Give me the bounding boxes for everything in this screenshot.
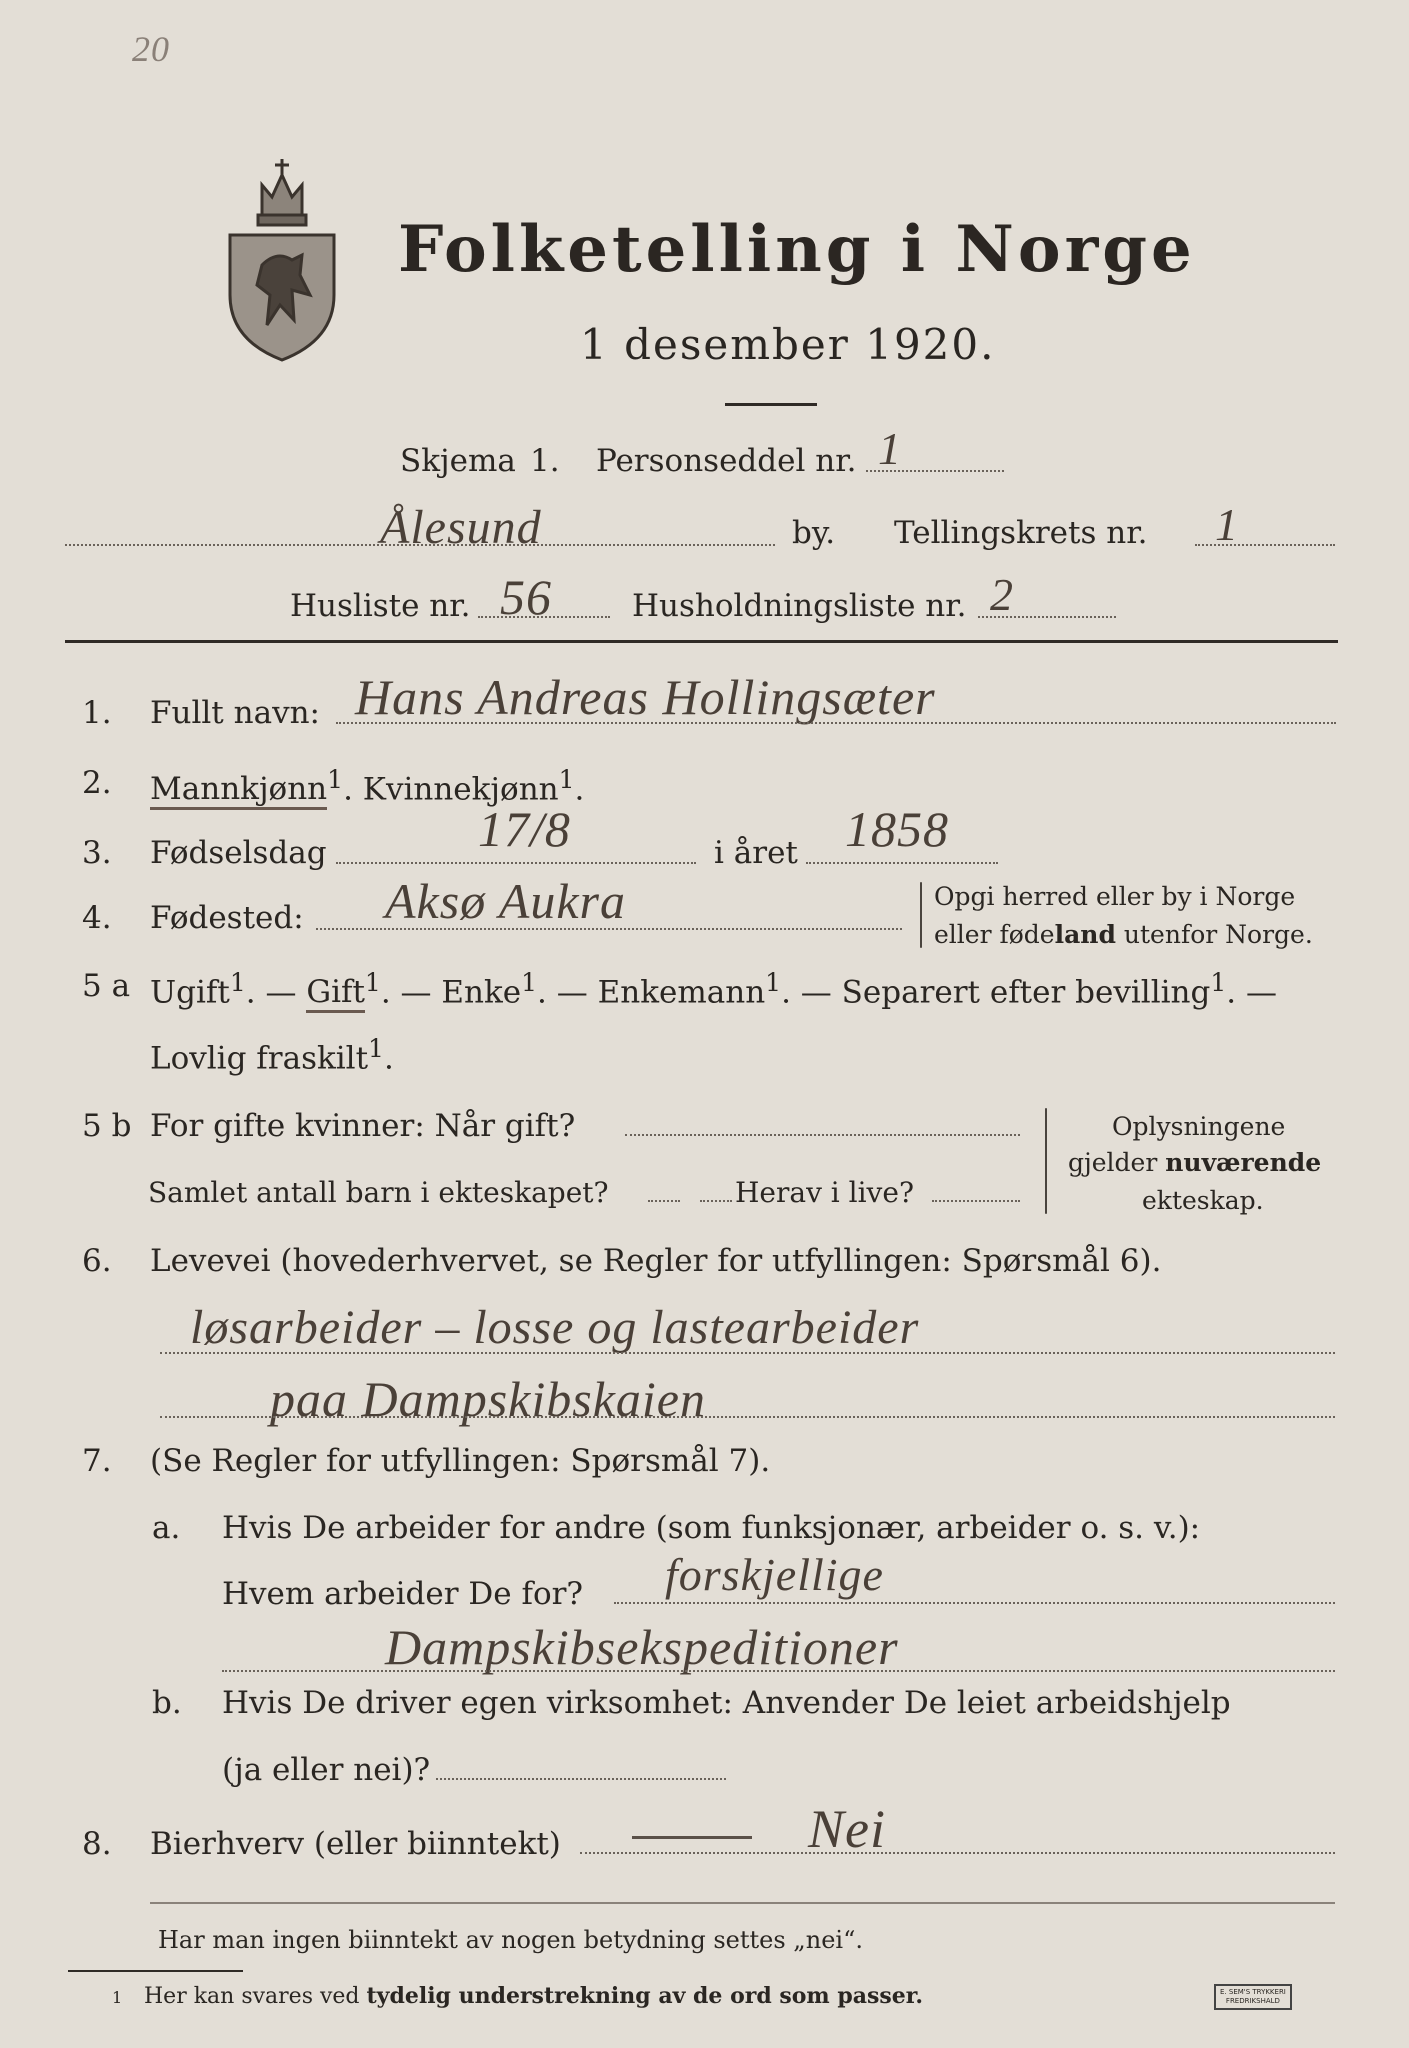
q2-number: 2.: [82, 765, 112, 801]
city-value: Ålesund: [380, 501, 542, 554]
option-ugift[interactable]: Ugift: [150, 974, 230, 1011]
q5b-gap-line: [700, 1200, 732, 1202]
q1-line: [336, 722, 1336, 724]
q4-note-2b: land: [1054, 920, 1116, 949]
separator: .: [574, 771, 585, 808]
footnote-mark: 1: [765, 968, 782, 997]
separator: .: [343, 771, 353, 808]
option-lovlig-fraskilt[interactable]: Lovlig fraskilt: [150, 1040, 369, 1077]
option-gift[interactable]: Gift: [306, 974, 365, 1013]
q3-number: 3.: [82, 835, 112, 871]
option-mannkjonn[interactable]: Mannkjønn: [150, 771, 327, 810]
q7b-line: [436, 1778, 726, 1780]
separator: .: [537, 974, 547, 1011]
footnote-mark: 1: [558, 765, 575, 794]
separator: .: [383, 1040, 394, 1077]
husliste-value: 56: [500, 569, 552, 625]
q5b-note-2a: gjelder: [1068, 1148, 1166, 1177]
q5b-q3: Herav i live?: [735, 1176, 914, 1209]
q4-brace: [920, 882, 922, 948]
separator: .: [1226, 974, 1237, 1011]
q5a-options: [150, 968, 1277, 1010]
separator: —: [400, 974, 432, 1011]
q7b-question: (ja eller nei)?: [222, 1752, 431, 1788]
q6-line-2: [160, 1416, 1335, 1418]
q6-number: 6.: [82, 1243, 112, 1279]
q7a-line-1: [614, 1602, 1335, 1604]
husholdning-value: 2: [990, 569, 1014, 620]
q8-label: Bierhverv (eller biinntekt): [150, 1826, 561, 1862]
personseddel-value: 1: [878, 423, 902, 474]
option-separert[interactable]: Separert efter bevilling: [841, 974, 1211, 1011]
q5b-q2: Samlet antall barn i ekteskapet?: [148, 1176, 609, 1209]
q7a-letter: a.: [152, 1510, 181, 1546]
footer-divider: [150, 1902, 1335, 1904]
tellingskrets-label: Tellingskrets nr.: [894, 515, 1148, 551]
personseddel-line: [866, 470, 1004, 472]
q5b-q3-line: [932, 1200, 1020, 1202]
q6-value-2: paa Dampskibskaien: [270, 1371, 706, 1427]
q8-handwritten-dash: [632, 1836, 752, 1839]
skjema-label: Skjema: [400, 443, 516, 479]
q5b-q2-line: [648, 1200, 680, 1202]
q5b-note-1: Oplysningene: [1112, 1112, 1286, 1141]
page-title: Folketelling i Norge: [398, 212, 1196, 287]
q6-line-1: [160, 1352, 1335, 1354]
tellingskrets-value: 1: [1215, 499, 1239, 550]
q3-value: 17/8: [478, 801, 571, 857]
printer-line-1: E. SEM'S TRYKKERI: [1220, 1988, 1286, 1996]
title-divider: [725, 403, 817, 406]
header-divider: [65, 640, 1338, 643]
husliste-line: [478, 616, 610, 618]
personseddel-label: Personseddel nr.: [596, 443, 857, 479]
q5a-options-2: [150, 1034, 394, 1076]
footnote-text-a: Her kan svares ved: [144, 1984, 367, 2009]
by-label: by.: [792, 515, 836, 551]
footer-note: Har man ingen biinntekt av nogen betydning settes „nei“.: [158, 1926, 863, 1954]
footnote-mark: 1: [327, 765, 344, 794]
q5b-note-2: [1068, 1148, 1321, 1177]
q7-number: 7.: [82, 1443, 112, 1479]
coat-of-arms-icon: [222, 155, 342, 365]
option-enkemann[interactable]: Enkemann: [597, 974, 766, 1011]
footnote-mark: 1: [229, 968, 246, 997]
q3-year-value: 1858: [845, 801, 949, 857]
q3-year-label: i året: [714, 835, 798, 871]
footnote-text-b: tydelig understrekning av de ord som passer.: [366, 1983, 924, 2009]
q8-value: Nei: [808, 1799, 886, 1859]
footnote-text: [144, 1983, 923, 2009]
separator: —: [1245, 974, 1277, 1011]
separator: .: [380, 974, 391, 1011]
footnote-mark: 1: [1210, 968, 1227, 997]
q1-label: Fullt navn:: [150, 695, 320, 731]
q4-note-2: [934, 920, 1313, 949]
q5b-number: 5 b: [82, 1108, 132, 1144]
q1-value: Hans Andreas Hollingsæter: [355, 669, 936, 725]
husholdning-line: [978, 616, 1116, 618]
separator: —: [265, 974, 297, 1011]
q5b-q1: For gifte kvinner: Når gift?: [150, 1108, 576, 1144]
option-kvinnekjonn[interactable]: Kvinnekjønn: [362, 771, 559, 808]
q3-year-line: [806, 862, 998, 864]
separator: —: [800, 974, 832, 1011]
city-line: [65, 544, 775, 546]
q4-note-2c: utenfor Norge.: [1115, 920, 1313, 949]
q8-number: 8.: [82, 1826, 112, 1862]
footnote-mark: 1: [364, 968, 381, 997]
q7a-question: Hvem arbeider De for?: [222, 1576, 584, 1612]
q7a-value-1: forskjellige: [665, 1549, 884, 1600]
footnote-mark: 1: [368, 1034, 384, 1063]
printer-line-2: FREDRIKSHALD: [1225, 1997, 1280, 2005]
q7b-letter: b.: [152, 1685, 182, 1721]
q4-value: Aksø Aukra: [385, 873, 626, 929]
q1-number: 1.: [82, 695, 112, 731]
q6-label: Levevei (hovederhvervet, se Regler for utfyllingen: Spørsmål 6).: [150, 1243, 1162, 1279]
q4-number: 4.: [82, 900, 112, 936]
q7-label: (Se Regler for utfyllingen: Spørsmål 7).: [150, 1443, 771, 1479]
q5b-q1-line: [625, 1134, 1020, 1136]
footnote-mark: 1: [521, 968, 538, 997]
q8-line: [580, 1852, 1335, 1854]
footnote-divider: [68, 1970, 243, 1972]
husliste-label: Husliste nr.: [290, 588, 471, 624]
q4-note-2a: eller føde: [934, 920, 1055, 949]
q7b-text: Hvis De driver egen virksomhet: Anvender De leiet arbeidshjelp: [222, 1685, 1231, 1721]
q7a-value-2: Dampskibsekspeditioner: [385, 1619, 899, 1675]
q3-line: [336, 862, 696, 864]
separator: .: [781, 974, 791, 1011]
q5b-note-3: ekteskap.: [1142, 1186, 1264, 1215]
footnote-number: 1: [112, 1988, 123, 2007]
corner-note: 20: [132, 29, 170, 69]
q7a-text: Hvis De arbeider for andre (som funksjonær, arbeider o. s. v.):: [222, 1510, 1201, 1546]
husholdning-label: Husholdningsliste nr.: [632, 588, 967, 624]
census-date: 1 desember 1920.: [580, 320, 996, 369]
q5a-number: 5 a: [82, 968, 131, 1004]
q3-label: Fødselsdag: [150, 835, 327, 871]
separator: —: [556, 974, 588, 1011]
q7a-line-2: [222, 1670, 1335, 1672]
q6-value-1: løsarbeider – losse og lastearbeider: [190, 1301, 920, 1354]
q5b-note-2b: nuværende: [1165, 1148, 1322, 1177]
q5b-brace: [1045, 1108, 1047, 1214]
option-enke[interactable]: Enke: [441, 974, 522, 1011]
tellingskrets-line: [1195, 544, 1335, 546]
skjema-value: 1.: [530, 443, 560, 479]
printer-stamp: [1214, 1984, 1292, 2010]
q4-line: [316, 928, 902, 930]
separator: .: [245, 974, 256, 1011]
q4-note-1: Opgi herred eller by i Norge: [934, 882, 1296, 911]
q4-label: Fødested:: [150, 900, 304, 936]
